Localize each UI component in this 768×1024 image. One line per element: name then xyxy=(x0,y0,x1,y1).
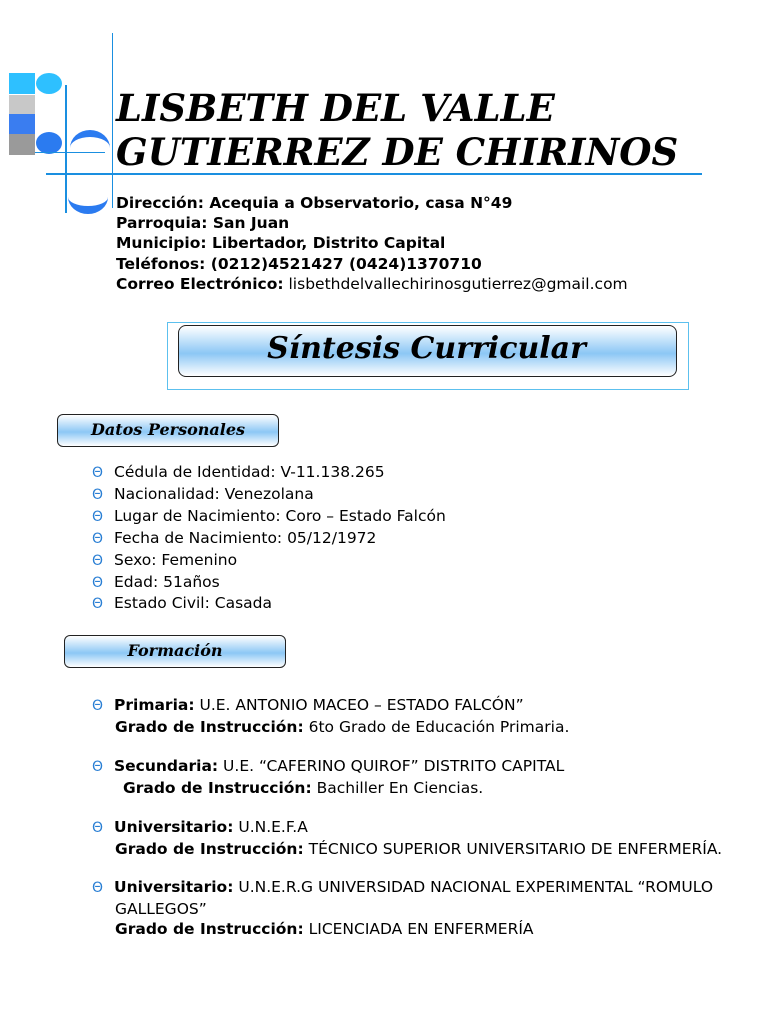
candidate-name xyxy=(116,86,736,174)
list-item: Θ Fecha de Nacimiento: 05/12/1972 xyxy=(92,528,446,550)
contact-municipality: Municipio: Libertador, Distrito Capital xyxy=(116,234,446,253)
contact-email: Correo Electrónico: lisbethdelvallechirinosgutierrez@gmail.com xyxy=(116,274,628,293)
name-line-1: LISBETH DEL VALLE xyxy=(116,86,555,130)
education-entry: Θ Universitario: U.N.E.R.G UNIVERSIDAD NACIONAL EXPERIMENTAL “ROMULO GALLEGOS” Grado de Instrucción: LICENCIADA EN ENFERMERÍA xyxy=(92,878,714,938)
education-entry: Θ Secundaria: U.E. “CAFERINO QUIROF” DISTRITO CAPITAL Grado de Instrucción: Bachiller En Ciencias. xyxy=(92,757,565,797)
list-item: Θ Lugar de Nacimiento: Coro – Estado Falcón xyxy=(92,506,446,528)
logo-square-1 xyxy=(9,73,35,94)
contact-parish: Parroquia: San Juan xyxy=(116,214,290,233)
list-item: Θ Estado Civil: Casada xyxy=(92,593,446,615)
bullet-icon: Θ xyxy=(92,820,104,836)
logo-arc-bottom xyxy=(68,180,108,214)
section-education-title: Formación xyxy=(127,641,223,660)
bullet-icon: Θ xyxy=(92,880,104,896)
section-personal-title: Datos Personales xyxy=(90,420,246,439)
name-line-2: GUTIERREZ DE CHIRINOS xyxy=(116,130,679,174)
education-entry: Θ Primaria: U.E. ANTONIO MACEO – ESTADO FALCÓN” Grado de Instrucción: 6to Grado de Educación Primaria. xyxy=(92,696,570,736)
bullet-icon: Θ xyxy=(92,508,104,525)
list-item: Θ Sexo: Femenino xyxy=(92,550,446,572)
contact-phones: Teléfonos: (0212)4521427 (0424)1370710 xyxy=(116,254,482,273)
logo-circle-1 xyxy=(36,73,62,94)
bullet-icon: Θ xyxy=(92,465,104,481)
bullet-icon: Θ xyxy=(92,574,104,591)
logo-line-v xyxy=(65,85,67,213)
contact-address: Dirección: Acequia a Observatorio, casa N°49 xyxy=(116,194,513,212)
bullet-icon: Θ xyxy=(92,486,104,503)
list-item: Θ Cédula de Identidad: V-11.138.265 xyxy=(92,462,446,484)
bullet-icon: Θ xyxy=(92,530,104,547)
contact-block xyxy=(116,193,628,294)
bullet-icon: Θ xyxy=(92,552,104,569)
logo-square-4 xyxy=(9,134,35,155)
synthesis-title: Síntesis Curricular xyxy=(267,331,586,366)
bullet-icon: Θ xyxy=(92,698,104,714)
list-item: Θ Nacionalidad: Venezolana xyxy=(92,484,446,506)
bullet-icon: Θ xyxy=(92,596,104,613)
bullet-icon: Θ xyxy=(92,759,104,775)
logo-arc-top xyxy=(70,130,110,166)
education-entry: Θ Universitario: U.N.E.F.A Grado de Instrucción: TÉCNICO SUPERIOR UNIVERSITARIO DE ENFERMERÍA. xyxy=(92,818,723,858)
logo-square-2 xyxy=(9,95,35,116)
email-link[interactable]: lisbethdelvallechirinosgutierrez@gmail.com xyxy=(288,274,628,293)
logo-square-3 xyxy=(9,114,35,135)
logo-vertical-rule xyxy=(112,33,113,208)
personal-list xyxy=(92,462,446,615)
logo-circle-2 xyxy=(36,132,62,154)
list-item: Θ Edad: 51años xyxy=(92,572,446,594)
